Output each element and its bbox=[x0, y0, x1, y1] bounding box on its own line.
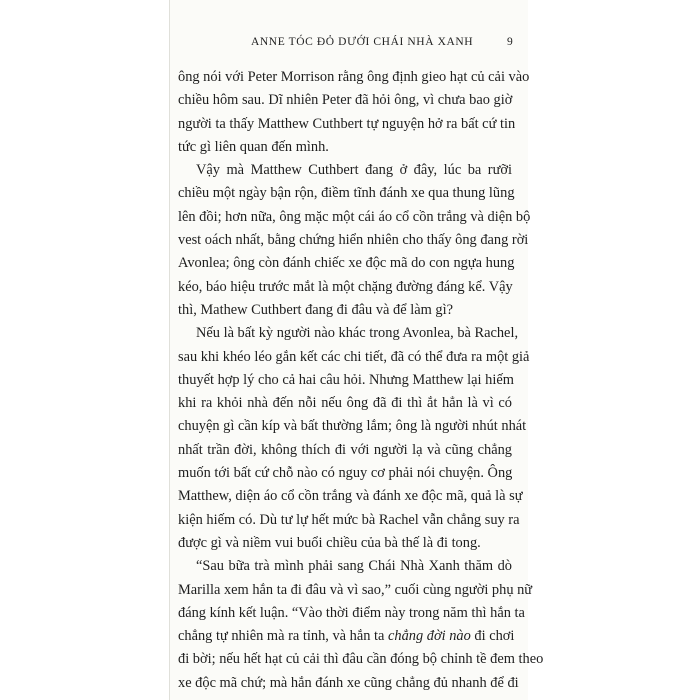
text-line: xe độc mã chứ; mà hắn đánh xe cũng chẳng đủ nhanh để đi bbox=[178, 674, 519, 691]
text-line: tức gì liên quan đến mình. bbox=[178, 138, 329, 155]
text-line: chuyện gì cần kíp và bất thường lắm; ông là người nhút nhát bbox=[178, 418, 527, 435]
book-page bbox=[170, 0, 544, 700]
text-line: được gì và niềm vui buổi chiều của bà thế là đi tong. bbox=[178, 534, 481, 551]
paragraph bbox=[178, 322, 530, 555]
text-line: Vậy mà Matthew Cuthbert đang ở đây, lúc ba rưỡi bbox=[196, 162, 512, 179]
page-header bbox=[170, 36, 528, 52]
text-segment: chẳng tự nhiên mà ra tỉnh, và hắn ta bbox=[178, 628, 388, 645]
text-line: Nếu là bất kỳ người nào khác trong Avonlea, bà Rachel, bbox=[196, 325, 519, 342]
text-line: “Sau bữa trà mình phải sang Chái Nhà Xanh thăm dò bbox=[196, 558, 512, 575]
body-text bbox=[178, 66, 544, 695]
text-line: người ta thấy Matthew Cuthbert tự nguyện hở ra bất cứ tin bbox=[178, 115, 516, 132]
text-line: kiện hiếm có. Dù tư lự hết mức bà Rachel vẫn chẳng suy ra bbox=[178, 511, 520, 528]
text-line: lên đồi; hơn nữa, ông mặc một cái áo cổ cồn trắng và diện bộ bbox=[178, 208, 531, 225]
text-line: kéo, báo hiệu trước mắt là một chặng đường đáng kể. Vậy bbox=[178, 278, 513, 295]
text-line: thuyết hợp lý cho cả hai câu hỏi. Nhưng Matthew lại hiếm bbox=[178, 371, 514, 388]
page-content bbox=[170, 0, 544, 700]
text-line: ông nói với Peter Morrison rằng ông định gieo hạt củ cải vào bbox=[178, 69, 530, 85]
text-segment: đi chơi bbox=[470, 628, 515, 645]
text-line: Avonlea; ông còn đánh chiếc xe độc mã do con ngựa hung bbox=[178, 255, 515, 272]
running-title: ANNE TÓC ĐỎ DƯỚI CHÁI NHÀ XANH bbox=[251, 36, 474, 48]
text-line: Marilla xem hắn ta đi đâu và vì sao,” cuối cùng người phụ nữ bbox=[178, 581, 533, 598]
text-line: chiều một ngày bận rộn, điềm tĩnh đánh xe qua thung lũng bbox=[178, 185, 515, 202]
text-line: muốn tới bất cứ chỗ nào có nguy cơ phải nói chuyện. Ông bbox=[178, 465, 513, 482]
paragraph bbox=[178, 555, 544, 695]
text-line: thì, Mathew Cuthbert đang đi đâu và để làm gì? bbox=[178, 301, 453, 318]
page-number: 9 bbox=[507, 36, 514, 48]
text-line: khi ra khỏi nhà đến nỗi nếu ông đã đi thì ắt hẳn là vì có bbox=[178, 395, 512, 412]
text-line: Matthew, diện áo cổ cồn trắng và đánh xe độc mã, quả là sự bbox=[178, 488, 523, 505]
text-line: vest oách nhất, bằng chứng hiển nhiên cho thấy ông đang rời bbox=[178, 232, 529, 249]
text-line bbox=[178, 625, 515, 648]
text-line: sau khi khéo léo gắn kết các chi tiết, đã có thể đưa ra một giả bbox=[178, 348, 530, 365]
text-line: nhất trần đời, không thích đi với người lạ và cũng chẳng bbox=[178, 441, 512, 458]
paragraph bbox=[178, 159, 531, 322]
text-line: đi bời; nếu hết hạt củ cải thì đâu cần đóng bộ chỉnh tề đem theo bbox=[178, 651, 544, 668]
paragraph bbox=[178, 66, 530, 159]
emphasis-text: chẳng đời nào bbox=[388, 628, 471, 645]
text-line: đáng kính kết luận. “Vào thời điểm này trong năm thì hắn ta bbox=[178, 604, 525, 621]
text-line: chiều hôm sau. Dĩ nhiên Peter đã hỏi ông, vì chưa bao giờ bbox=[178, 92, 513, 109]
